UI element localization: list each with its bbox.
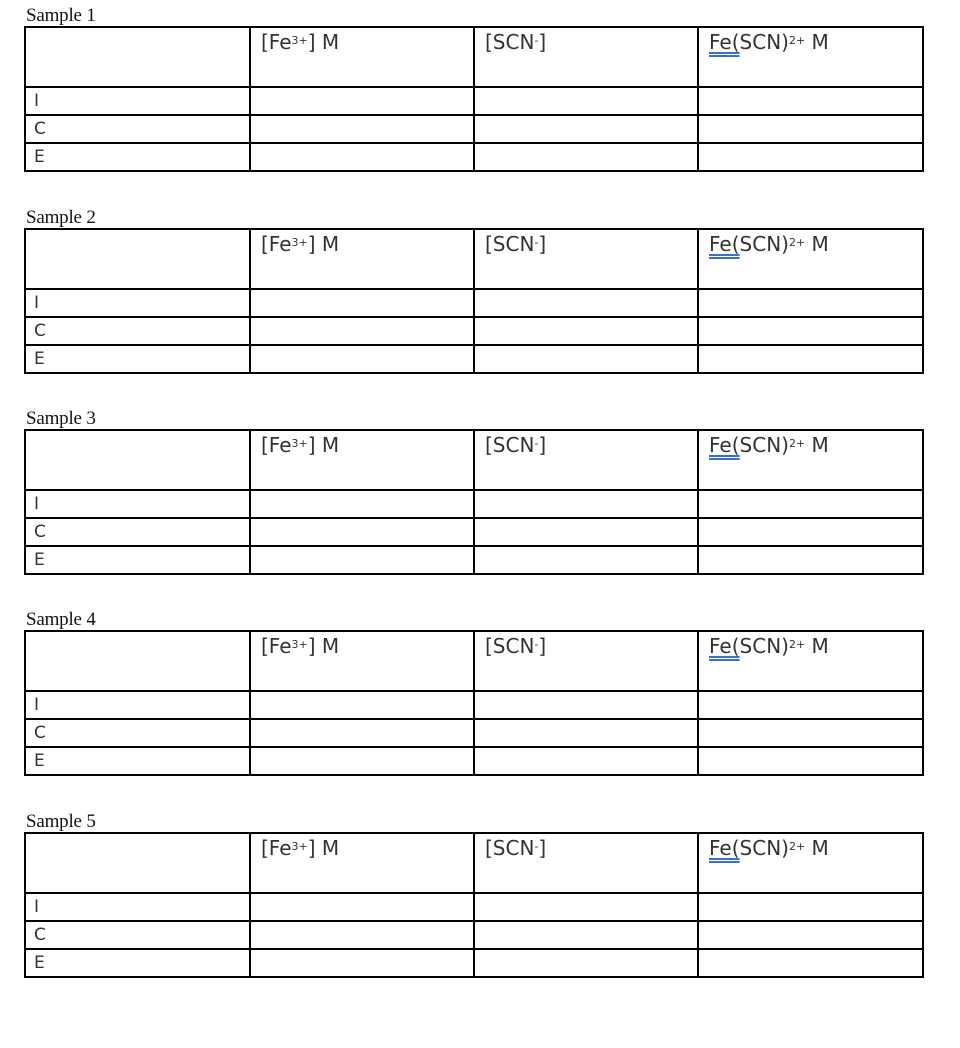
complex-cell[interactable] [698, 317, 923, 345]
table-header-row [25, 430, 923, 490]
fe-cell[interactable] [250, 289, 474, 317]
fe-cell[interactable] [250, 87, 474, 115]
table-row-equilibrium [25, 345, 923, 373]
fe-cell[interactable] [250, 546, 474, 574]
complex-cell[interactable] [698, 546, 923, 574]
scn-cell[interactable] [474, 143, 698, 171]
fe-concentration-header[interactable]: $[Fe^{3+}]$ M [250, 229, 474, 289]
scn-cell[interactable] [474, 719, 698, 747]
ice-table [24, 630, 924, 776]
sample-title: Sample 1 [26, 5, 96, 26]
row-label-cell[interactable]: I [25, 893, 250, 921]
row-label-header-cell[interactable] [25, 229, 250, 289]
row-label-header-cell[interactable] [25, 631, 250, 691]
row-label-cell[interactable]: C [25, 317, 250, 345]
sample-title: Sample 2 [26, 207, 96, 228]
table-row-equilibrium [25, 949, 923, 977]
fe-cell[interactable] [250, 921, 474, 949]
scn-concentration-header[interactable]: [SCN-] [474, 430, 698, 490]
table-row-initial [25, 893, 923, 921]
scn-cell[interactable] [474, 87, 698, 115]
scn-cell[interactable] [474, 518, 698, 546]
row-label-cell[interactable]: E [25, 949, 250, 977]
table-row-change [25, 719, 923, 747]
table-row-equilibrium [25, 747, 923, 775]
table-row-initial [25, 87, 923, 115]
table-row-change [25, 317, 923, 345]
fe-cell[interactable] [250, 143, 474, 171]
complex-cell[interactable] [698, 747, 923, 775]
table-header-row [25, 833, 923, 893]
table-row-change [25, 921, 923, 949]
complex-concentration-header[interactable]: Fe(SCN)$^{2+}$ M [698, 430, 923, 490]
fe-cell[interactable] [250, 719, 474, 747]
ice-table [24, 429, 924, 575]
fe-concentration-header[interactable]: $[Fe^{3+}]$ M [250, 27, 474, 87]
row-label-cell[interactable]: E [25, 546, 250, 574]
complex-cell[interactable] [698, 143, 923, 171]
ice-table [24, 228, 924, 374]
complex-concentration-header[interactable]: Fe(SCN)$^{2+}$ M [698, 833, 923, 893]
complex-cell[interactable] [698, 691, 923, 719]
fe-cell[interactable] [250, 949, 474, 977]
scn-concentration-header[interactable]: [SCN-] [474, 631, 698, 691]
scn-concentration-header[interactable]: [SCN-] [474, 27, 698, 87]
table-row-equilibrium [25, 546, 923, 574]
scn-concentration-header[interactable]: [SCN-] [474, 229, 698, 289]
row-label-cell[interactable]: C [25, 115, 250, 143]
scn-cell[interactable] [474, 115, 698, 143]
scn-cell[interactable] [474, 921, 698, 949]
sample-title: Sample 3 [26, 408, 96, 429]
row-label-cell[interactable]: E [25, 143, 250, 171]
fe-concentration-header[interactable]: $[Fe^{3+}]$ M [250, 833, 474, 893]
table-row-equilibrium [25, 143, 923, 171]
ice-table [24, 832, 924, 978]
sample-4-section [24, 610, 922, 776]
row-label-header-cell[interactable] [25, 27, 250, 87]
fe-cell[interactable] [250, 490, 474, 518]
fe-cell[interactable] [250, 345, 474, 373]
row-label-cell[interactable]: I [25, 289, 250, 317]
complex-cell[interactable] [698, 289, 923, 317]
sample-2-section [24, 208, 922, 374]
fe-concentration-header[interactable]: $[Fe^{3+}]$ M [250, 430, 474, 490]
sample-title: Sample 5 [26, 811, 96, 832]
table-row-change [25, 115, 923, 143]
fe-concentration-header[interactable]: $[Fe^{3+}]$ M [250, 631, 474, 691]
sample-title: Sample 4 [26, 609, 96, 630]
scn-concentration-header[interactable]: [SCN-] [474, 833, 698, 893]
complex-concentration-header[interactable]: Fe(SCN)$^{2+}$ M [698, 27, 923, 87]
fe-cell[interactable] [250, 691, 474, 719]
scn-cell[interactable] [474, 546, 698, 574]
row-label-cell[interactable]: E [25, 747, 250, 775]
table-row-initial [25, 490, 923, 518]
row-label-cell[interactable]: I [25, 490, 250, 518]
fe-cell[interactable] [250, 893, 474, 921]
scn-cell[interactable] [474, 747, 698, 775]
scn-cell[interactable] [474, 691, 698, 719]
table-row-initial [25, 691, 923, 719]
table-header-row [25, 229, 923, 289]
fe-cell[interactable] [250, 518, 474, 546]
scn-cell[interactable] [474, 949, 698, 977]
row-label-cell[interactable]: C [25, 719, 250, 747]
scn-cell[interactable] [474, 345, 698, 373]
sample-1-section [24, 6, 922, 172]
row-label-cell[interactable]: C [25, 921, 250, 949]
row-label-cell[interactable]: I [25, 87, 250, 115]
scn-cell[interactable] [474, 289, 698, 317]
complex-cell[interactable] [698, 719, 923, 747]
complex-cell[interactable] [698, 490, 923, 518]
complex-cell[interactable] [698, 115, 923, 143]
scn-cell[interactable] [474, 317, 698, 345]
sample-5-section [24, 812, 922, 978]
complex-cell[interactable] [698, 921, 923, 949]
row-label-header-cell[interactable] [25, 833, 250, 893]
table-header-row [25, 631, 923, 691]
row-label-cell[interactable]: I [25, 691, 250, 719]
complex-concentration-header[interactable]: Fe(SCN)$^{2+}$ M [698, 229, 923, 289]
table-header-row [25, 27, 923, 87]
complex-concentration-header[interactable]: Fe(SCN)$^{2+}$ M [698, 631, 923, 691]
row-label-header-cell[interactable] [25, 430, 250, 490]
complex-cell[interactable] [698, 893, 923, 921]
scn-cell[interactable] [474, 893, 698, 921]
fe-cell[interactable] [250, 317, 474, 345]
row-label-cell[interactable]: E [25, 345, 250, 373]
fe-cell[interactable] [250, 747, 474, 775]
sample-3-section [24, 409, 922, 575]
complex-cell[interactable] [698, 949, 923, 977]
scn-cell[interactable] [474, 490, 698, 518]
complex-cell[interactable] [698, 518, 923, 546]
row-label-cell[interactable]: C [25, 518, 250, 546]
fe-cell[interactable] [250, 115, 474, 143]
table-row-initial [25, 289, 923, 317]
ice-table [24, 26, 924, 172]
table-row-change [25, 518, 923, 546]
complex-cell[interactable] [698, 87, 923, 115]
complex-cell[interactable] [698, 345, 923, 373]
